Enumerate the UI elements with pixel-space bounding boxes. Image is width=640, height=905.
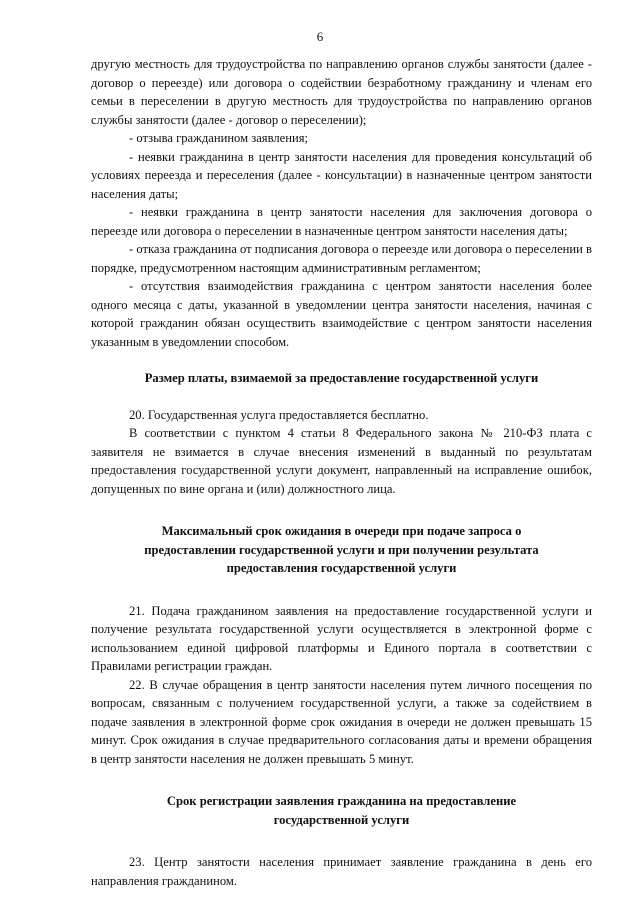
paragraph-23: 23. Центр занятости населения принимает заявление гражданина в день его направления гражданином. [91, 855, 592, 888]
heading-line: Максимальный срок ожидания в очереди при подаче запроса о [161, 524, 522, 538]
heading-line: Срок регистрации заявления гражданина на предоставление [166, 794, 517, 808]
list-item: - отсутствия взаимодействия гражданина с центром занятости населения более одного месяца с даты, указанной в уведомлении центра занятости населения, начиная с которой гражданин обязан осуществить взаимодействие с центром занятости населения указанным в уведомлении способом. [91, 279, 592, 349]
section-heading-fee: Размер платы, взимаемой за предоставление государственной услуги [144, 371, 539, 385]
list-item: - неявки гражданина в центр занятости населения для заключения договора о переезде или договора о переселении в назначенные центром занятости населения даты; [91, 205, 592, 238]
paragraph-fee-details: В соответствии с пунктом 4 статьи 8 Федерального закона № 210-ФЗ плата с заявителя не взимается в случае внесения изменений в выданный по результатам предоставления государственной услуги документ, направленный на исправление ошибок, допущенных по вине органа и (или) должностного лица. [91, 426, 592, 496]
heading-line: предоставлении государственной услуги и при получении результата [144, 542, 539, 557]
heading-line: государственной услуги [273, 812, 410, 827]
section-heading-wait [91, 522, 592, 578]
paragraph-21: 21. Подача гражданином заявления на предоставление государственной услуги и получение результата государственной услуги осуществляется в электронной форме с использованием единой цифровой платформы и Единого портала в соответствии с Правилами регистрации граждан. [91, 603, 592, 673]
page-number: 6 [316, 29, 324, 44]
heading-line: предоставления государственной услуги [226, 561, 457, 575]
document-body [91, 55, 592, 890]
section-heading-registration [91, 792, 592, 829]
paragraph-continuation: другую местность для трудоустройства по направлению органов службы занятости (далее - договор о переезде) или договора о содействии безработному гражданину и членам его семьи в переселении в другую местность для трудоустройства по направлению органов службы занятости (далее - договор о переселении); [91, 57, 592, 127]
paragraph-20: 20. Государственная услуга предоставляется бесплатно. [129, 407, 429, 422]
list-item: - отказа гражданина от подписания договора о переезде или договора о переселении в порядке, предусмотренном настоящим административным регламентом; [91, 242, 592, 275]
paragraph-22: 22. В случае обращения в центр занятости населения путем личного посещения по вопросам, связанным с получением государственной услуги, а также за содействием в подаче заявления в электронной форме срок ожидания в очереди не должен превышать 15 минут. Срок ожидания в случае предварительного согласования даты и времени обращения в центр занятости населения не должен превышать 5 минут. [91, 677, 592, 766]
list-item: - отзыва гражданином заявления; [129, 131, 309, 145]
list-item: - неявки гражданина в центр занятости населения для проведения консультаций об условиях переезда и переселения (далее - консультации) в назначенные центром занятости населения даты; [91, 149, 592, 201]
